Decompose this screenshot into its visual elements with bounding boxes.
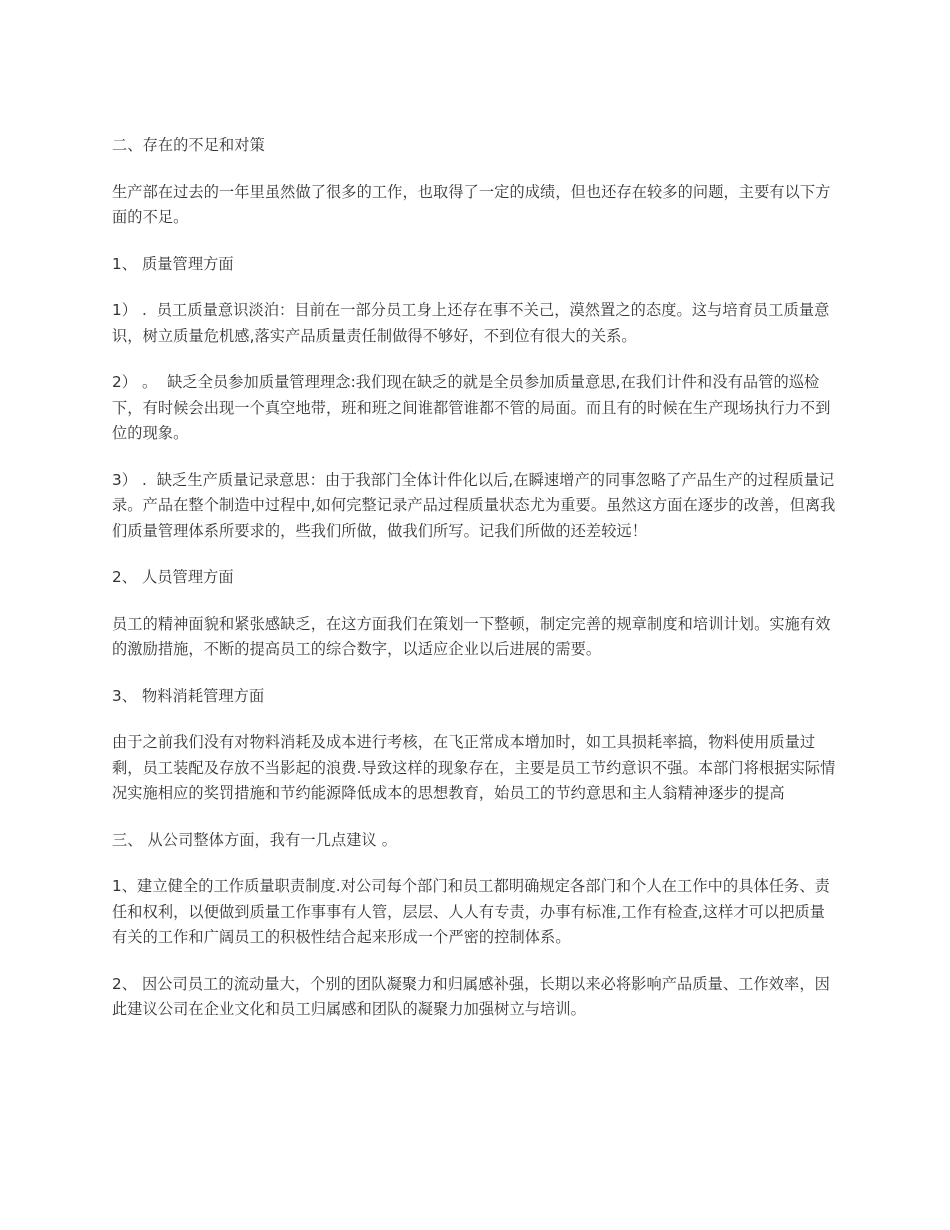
section-heading-shortcomings: 二、存在的不足和对策 [112, 136, 265, 154]
quality-item-2-paragraph: 2） 。 缺乏全员参加质量管理理念:我们现在缺乏的就是全员参加质量意思,在我们计件和没有品管的巡检下，有时候会出现一个真空地带，班和班之间谁都管谁都不管的局面。而且有的时候在生产现场执行力不到位的现象。 [112, 373, 831, 442]
section-heading-suggestions: 三、 从公司整体方面，我有一几点建议 。 [112, 830, 398, 849]
suggestion-1-paragraph: 1、建立健全的工作质量职责制度.对公司每个部门和员工都明确规定各部门和个人在工作中的具体任务、责任和权利，以便做到质量工作事事有人管，层层、人人有专责，办事有标准,工作有检查,这样才可以把质量有关的工作和广阔员工的积极性结合起来形成一个严密的控制体系。 [112, 877, 830, 946]
quality-item-1-paragraph: 1） . 员工质量意识淡泊：目前在一部分员工身上还存在事不关己，漠然置之的态度。这与培育员工质量意识，树立质量危机感,落实产品质量责任制做得不够好，不到位有很大的关系。 [112, 301, 830, 345]
suggestion-2-paragraph: 2、 因公司员工的流动量大，个别的团队凝聚力和归属感补强，长期以来必将影响产品质量、工作效率，因此建议公司在企业文化和员工归属感和团队的凝聚力加强树立与培训。 [112, 974, 830, 1018]
quality-item-3-paragraph: 3） . 缺乏生产质量记录意思：由于我部门全体计件化以后,在瞬速增产的同事忽略了产品生产的过程质量记录。产品在整个制造中过程中,如何完整记录产品过程质量状态尤为重要。虽然这方面在逐步的改善，但离我们质量管理体系所要求的，些我们所做，做我们所写。记我们所做的还差较远！ [112, 470, 836, 540]
subheading-personnel-management: 2、 人员管理方面 [112, 568, 234, 586]
subheading-material-consumption: 3、 物料消耗管理方面 [112, 686, 265, 705]
subheading-quality-management: 1、 质量管理方面 [112, 254, 234, 273]
personnel-paragraph: 员工的精神面貌和紧张感缺乏，在这方面我们在策划一下整顿，制定完善的规章制度和培训计划。实施有效的激励措施，不断的提高员工的综合数字，以适应企业以后进展的需要。 [112, 614, 831, 658]
document-body [112, 133, 840, 1044]
intro-paragraph: 生产部在过去的一年里虽然做了很多的工作，也取得了一定的成绩，但也还存在较多的问题，主要有以下方面的不足。 [112, 182, 831, 226]
material-consumption-paragraph: 由于之前我们没有对物料消耗及成本进行考核，在飞正常成本增加时，如工具损耗率搞，物料使用质量过剩，员工装配及存放不当影起的浪费.导致这样的现象存在，主要是员工节约意识不强。本部门将根据实际情况实施相应的奖罚措施和节约能源降低成本的思想教育，始员工的节约意思和主人翁精神逐步的提高 [112, 733, 836, 802]
